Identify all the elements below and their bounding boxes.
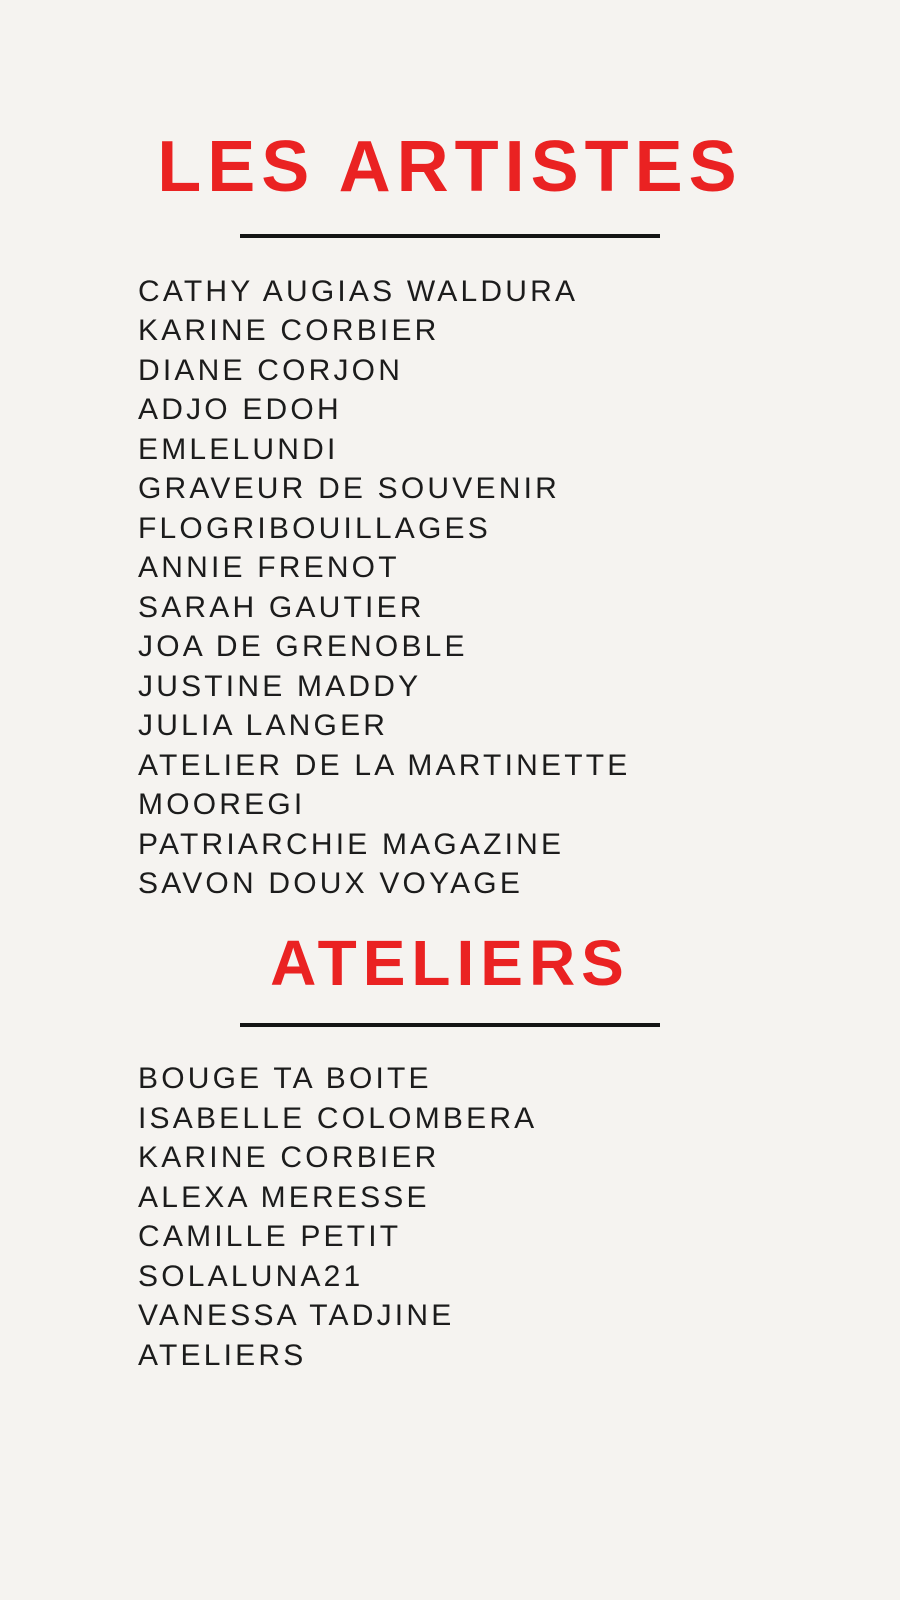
list-item: PATRIARCHIE MAGAZINE bbox=[138, 827, 565, 861]
list-item: JOA DE GRENOBLE bbox=[138, 630, 468, 664]
ateliers-list bbox=[0, 1059, 900, 1375]
list-item: SOLALUNA21 bbox=[138, 1259, 364, 1293]
list-item: CAMILLE PETIT bbox=[138, 1220, 402, 1254]
list-item: ANNIE FRENOT bbox=[138, 551, 400, 585]
ateliers-section bbox=[0, 927, 900, 1375]
artists-heading: LES ARTISTES bbox=[157, 127, 743, 207]
list-item: ATELIERS bbox=[138, 1338, 307, 1372]
list-item: KARINE CORBIER bbox=[138, 314, 440, 348]
list-item: VANESSA TADJINE bbox=[138, 1299, 455, 1333]
list-item: JULIA LANGER bbox=[138, 709, 389, 743]
list-item: DIANE CORJON bbox=[138, 353, 404, 387]
artists-section bbox=[0, 127, 900, 904]
list-item: ATELIER DE LA MARTINETTE bbox=[138, 748, 631, 782]
list-item: MOOREGI bbox=[138, 788, 306, 822]
list-item: FLOGRIBOUILLAGES bbox=[138, 511, 491, 545]
artists-list bbox=[0, 272, 900, 904]
list-item: SAVON DOUX VOYAGE bbox=[138, 867, 524, 901]
list-item: BOUGE TA BOITE bbox=[138, 1062, 432, 1096]
list-item: CATHY AUGIAS WALDURA bbox=[138, 274, 579, 308]
ateliers-heading: ATELIERS bbox=[270, 927, 630, 999]
ateliers-divider bbox=[240, 1023, 660, 1027]
list-item: ISABELLE COLOMBERA bbox=[138, 1101, 538, 1135]
list-item: GRAVEUR DE SOUVENIR bbox=[138, 472, 560, 506]
list-item: ALEXA MERESSE bbox=[138, 1180, 430, 1214]
list-item: KARINE CORBIER bbox=[138, 1141, 440, 1175]
list-item: SARAH GAUTIER bbox=[138, 590, 425, 624]
list-item: EMLELUNDI bbox=[138, 432, 339, 466]
artists-divider bbox=[240, 234, 660, 238]
list-item: JUSTINE MADDY bbox=[138, 669, 422, 703]
list-item: ADJO EDOH bbox=[138, 393, 342, 427]
